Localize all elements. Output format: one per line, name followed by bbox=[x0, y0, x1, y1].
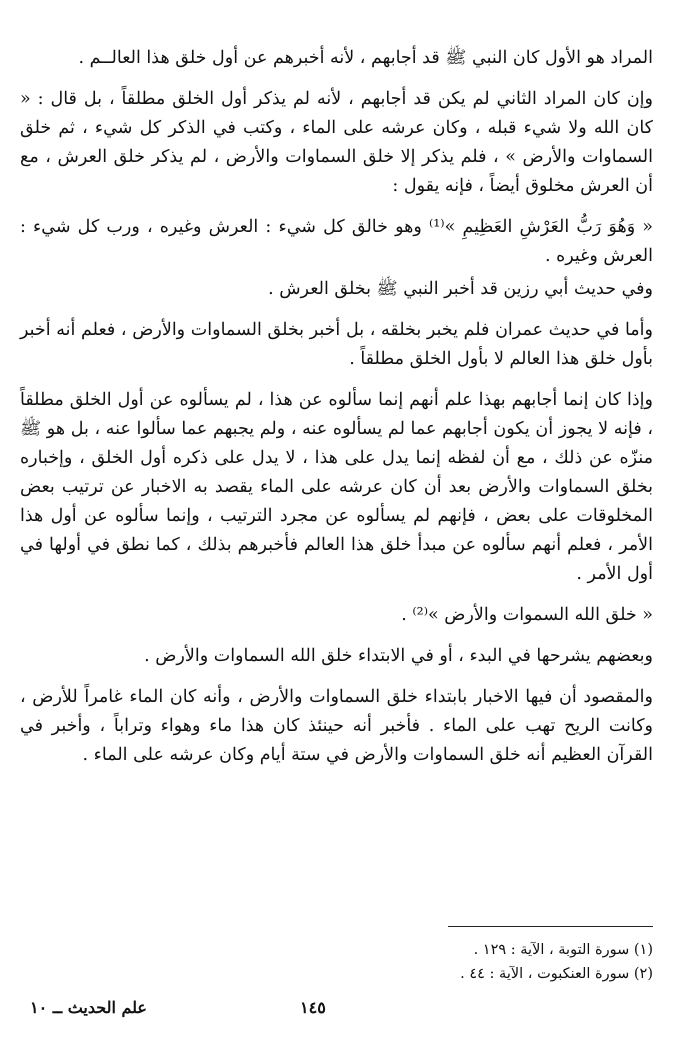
footnotes bbox=[253, 938, 653, 986]
paragraph: وفي حديث أبي رزين قد أخبر النبي ﷺ بخلق العرش . bbox=[268, 279, 653, 299]
footnote: (١) سورة التوبة ، الآية : ١٢٩ . bbox=[473, 942, 653, 958]
page-body bbox=[20, 44, 653, 782]
paragraph: وأما في حديث عمران فلم يخبر بخلقه ، بل أخبر بخلق السماوات والأرض ، فعلم أنه أخبر بأول خلق هذا العالم لا بأول الخلق مطلقاً . bbox=[20, 320, 653, 369]
footnote: (٢) سورة العنكبوت ، الآية : ٤٤ . bbox=[460, 966, 653, 982]
footnote-divider bbox=[448, 926, 653, 927]
paragraph: وإذا كان إنما أجابهم بهذا علم أنهم إنما سألوه عن هذا ، لم يسألوه عن أول الخلق مطلقاً ، فإنه لا يجوز أن يكون أجابهم عما لم يسألوه عنه ، ولم يجبهم عما سألوا عنه ، بل هو ﷺ منزّه عن ذلك ، مع أن لفظه إنما يدل على هذا ، لا يدل على ذكره أول الخلق ، وإخباره بخلق السماوات والأرض بعد أن كان عرشه على الماء يقصد به الاخبار عن ترتيب بعض المخلوقات على بعض ، فإنهم لم يسألوه عن مجرد الترتيب ، وإنما سألوه عن أول هذا الأمر ، فعلم أنهم سألوه عن مبدأ خلق هذا العالم فأخبرهم بذلك ، كما نطق في أولها في أول الأمر . bbox=[20, 390, 653, 584]
page-footer bbox=[0, 998, 691, 1026]
page-number: ١٤٥ bbox=[300, 998, 326, 1017]
paragraph: وبعضهم يشرحها في البدء ، أو في الابتداء خلق الله السماوات والأرض . bbox=[144, 646, 653, 666]
quote-paragraph: « خلق الله السموات والأرض »⁽²⁾ . bbox=[401, 605, 653, 625]
paragraph: وإن كان المراد الثاني لم يكن قد أجابهم ، لأنه لم يذكر أول الخلق مطلقاً ، بل قال : « كان الله ولا شيء قبله ، وكان عرشه على الماء ، وكتب في الذكر كل شيء ، ثم خلق السماوات والأرض » ، فلم يذكر إلا خلق السماوات والأرض ، لم يذكر خلق العرش ، مع أن العرش مخلوق أيضاً ، فإنه يقول : bbox=[20, 89, 653, 196]
running-title: علم الحديث ــ ١٠ bbox=[30, 998, 147, 1017]
paragraph: المراد هو الأول كان النبي ﷺ قد أجابهم ، لأنه أخبرهم عن أول خلق هذا العالــم . bbox=[78, 48, 653, 68]
quran-quote-paragraph: « وَهُوَ رَبُّ العَرْشِ العَظِيمِ »⁽¹⁾ وهو خالق كل شيء : العرش وغيره ، ورب كل شيء : العرش وغيره . bbox=[20, 217, 654, 266]
paragraph: والمقصود أن فيها الاخبار بابتداء خلق السماوات والأرض ، وأنه كان الماء غامراً للأرض ، وكانت الريح تهب على الماء . فأخبر أنه حينئذ كان هذا ماء وهواء وتراباً ، وأخبر في القرآن العظيم أنه خلق السماوات والأرض في ستة أيام وكان عرشه على الماء . bbox=[20, 687, 653, 765]
